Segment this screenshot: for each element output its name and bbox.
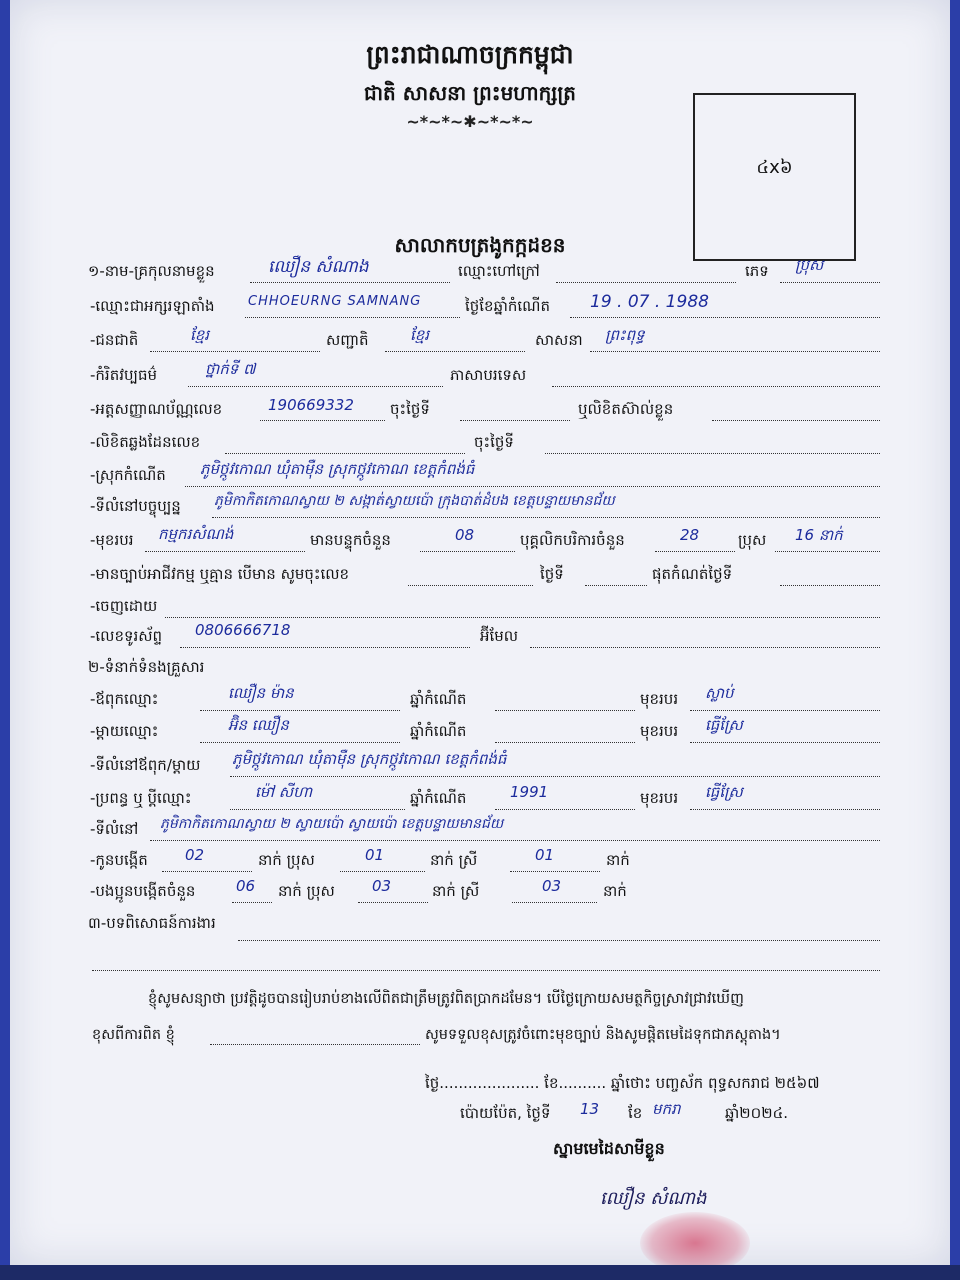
staff-count-value: 28 bbox=[680, 526, 700, 544]
mother-born-label: ឆ្នាំកំណើត bbox=[410, 722, 467, 740]
children-male-value: 01 bbox=[365, 846, 385, 864]
signature-name: ឈឿន សំណាង bbox=[600, 1188, 707, 1209]
id-other-line bbox=[712, 420, 880, 421]
ethnicity-value: ខ្មែរ bbox=[190, 326, 210, 344]
birthplace-line bbox=[185, 486, 880, 487]
mother-job-label: មុខរបរ bbox=[640, 722, 679, 740]
alias-label: ឈ្មោះហៅក្រៅ bbox=[458, 262, 540, 280]
ethnicity-line bbox=[150, 351, 320, 352]
mother-label: -ម្តាយឈ្មោះ bbox=[90, 722, 159, 740]
staff-count-label: បុគ្គលិកបរិការចំនួន bbox=[520, 531, 625, 549]
father-line bbox=[200, 710, 400, 711]
license-date-line bbox=[585, 585, 647, 586]
father-job-label: មុខរបរ bbox=[640, 690, 679, 708]
motto: ជាតិ សាសនា ព្រះមហាក្សត្រ bbox=[364, 81, 576, 105]
children-line bbox=[162, 871, 252, 872]
education-label: -កំរិតវប្បធម៌ bbox=[90, 366, 158, 384]
id-date-line bbox=[460, 420, 570, 421]
passport-date-line bbox=[545, 453, 880, 454]
siblings-unit-male: នាក់ ប្រុស bbox=[278, 882, 335, 900]
father-born-line bbox=[495, 710, 635, 711]
staff-male-label: ប្រុស bbox=[738, 531, 767, 549]
staff-male-line bbox=[775, 551, 880, 552]
parents-address-line bbox=[230, 776, 880, 777]
address-label: -ទីលំនៅបច្ចុប្បន្ន bbox=[90, 497, 181, 515]
passport-line bbox=[225, 453, 465, 454]
issued-by-label: -ចេញដោយ bbox=[90, 597, 158, 615]
education-value: ថ្នាក់ទី ៧ bbox=[205, 360, 256, 378]
siblings-female-value: 03 bbox=[542, 877, 562, 895]
staff-male-value: 16 នាក់ bbox=[795, 526, 843, 544]
bottom-edge bbox=[0, 1265, 960, 1280]
spouse-job-line bbox=[690, 809, 880, 810]
mother-job-value: ធ្វើស្រែ bbox=[705, 716, 743, 734]
photo-size-label: ៤x៦ bbox=[756, 157, 793, 178]
dob-value: 19 . 07 . 1988 bbox=[590, 292, 709, 312]
occupation-line bbox=[145, 551, 305, 552]
license-expiry-line bbox=[780, 585, 880, 586]
declaration-line-1: ខ្ញុំសូមសន្យាថា ប្រវត្តិដូចបានរៀបរាប់ខាងលើពិតជាត្រឹមត្រូវពិតប្រាកដមែន។ បើថ្ងៃក្រោយសមត្ថកិច្ចស្រាវជ្រាវឃើញ bbox=[148, 991, 744, 1007]
email-label: អ៊ីមែល bbox=[480, 627, 519, 645]
spouse-job-value: ធ្វើស្រែ bbox=[705, 783, 743, 801]
phone-value: 0806666718 bbox=[195, 621, 291, 639]
address-line bbox=[212, 517, 880, 518]
birthplace-value: ភូមិថ្កូវកោណ ឃុំតាម៉ឺន ស្រុកថ្កូវកោណ ខេត្តកំពង់ធំ bbox=[200, 460, 475, 478]
name-label: ១-នាម-គ្រកុលនាមខ្លួន bbox=[88, 262, 215, 280]
citizenship-label: សញ្ជាតិ bbox=[326, 331, 369, 349]
work-history-label: ៣-បទពិសោធន៍ការងារ bbox=[88, 914, 216, 932]
sign-month-label: ខែ bbox=[628, 1104, 643, 1122]
email-line bbox=[530, 647, 880, 648]
place-date-prefix: ប៉ោយប៉ែត, ថ្ងៃទី bbox=[460, 1104, 551, 1122]
phone-line bbox=[180, 647, 470, 648]
lunar-date-line: ថ្ងៃ..................... ខែ.......... ឆ្នាំថោះ បញ្ចស័ក ពុទ្ធសករាជ ២៥៦៧ bbox=[425, 1074, 820, 1092]
declaration-line-2-end: សូមទទួលខុសត្រូវចំពោះមុខច្បាប់ និងសូមផ្តិតមេដៃទុកជាភស្តុតាង។ bbox=[425, 1027, 781, 1043]
dependents-value: 08 bbox=[455, 526, 475, 544]
father-job-value: ស្លាប់ bbox=[705, 684, 734, 702]
dependents-line bbox=[420, 551, 515, 552]
citizenship-line bbox=[385, 351, 525, 352]
spouse-line bbox=[230, 809, 405, 810]
father-value: ឈឿន ម៉ាន bbox=[228, 684, 294, 702]
id-date-label: ចុះថ្ងៃទី bbox=[390, 400, 430, 418]
father-label: -ឪពុកឈ្មោះ bbox=[90, 690, 159, 708]
latin-name-label: -ឈ្មោះជាអក្សរឡាតាំង bbox=[90, 297, 215, 315]
thumbprint-label: ស្នាមមេដៃសាមីខ្លួន bbox=[553, 1139, 665, 1158]
father-born-label: ឆ្នាំកំណើត bbox=[410, 690, 467, 708]
license-label: -មានច្បាប់អាជីវកម្ម ឬគ្មាន បើមាន សូមចុះលេខ bbox=[90, 565, 350, 583]
kingdom-title: ព្រះរាជាណាចក្រកម្ពុជា bbox=[366, 40, 574, 69]
siblings-unit-end: នាក់ bbox=[603, 882, 627, 900]
id-card-value: 190669332 bbox=[268, 396, 354, 414]
spouse-address-line bbox=[150, 840, 880, 841]
phone-label: -លេខទូរស័ព្ទ bbox=[90, 627, 163, 645]
birthplace-label: -ស្រុកកំណើត bbox=[90, 466, 166, 484]
mother-job-line bbox=[690, 742, 880, 743]
spouse-job-label: មុខរបរ bbox=[640, 789, 679, 807]
spouse-born-label: ឆ្នាំកំណើត bbox=[410, 789, 467, 807]
spouse-value: ម៉ៅ សីហា bbox=[255, 783, 313, 801]
staff-count-line bbox=[655, 551, 735, 552]
sex-label: ភេទ bbox=[745, 262, 769, 280]
latin-name-line bbox=[245, 317, 460, 318]
religion-line bbox=[590, 351, 880, 352]
religion-value: ព្រះពុទ្ធ bbox=[605, 326, 645, 344]
passport-date-label: ចុះថ្ងៃទី bbox=[474, 433, 514, 451]
spouse-address-value: ភូមិកាកិតកោណស្វាយ ២ ស្វាយប៉ោ ស្វាយប៉ោ ខេត្តបន្ទាយមានជ័យ bbox=[160, 816, 504, 832]
spouse-born-value: 1991 bbox=[510, 783, 549, 801]
name-value: ឈឿន សំណាង bbox=[268, 257, 369, 277]
citizenship-value: ខ្មែរ bbox=[410, 326, 430, 344]
license-date-label: ថ្ងៃទី bbox=[540, 565, 564, 583]
father-job-line bbox=[690, 710, 880, 711]
sex-value: ប្រុស bbox=[795, 256, 824, 274]
sign-day: 13 bbox=[580, 1100, 600, 1118]
children-value: 02 bbox=[185, 846, 205, 864]
license-expiry-label: ផុតកំណត់ថ្ងៃទី bbox=[652, 565, 733, 583]
id-card-line bbox=[260, 420, 385, 421]
mother-value: អ៊ិន ឈឿន bbox=[228, 716, 289, 734]
mother-line bbox=[200, 742, 400, 743]
form-title: សាលាកបត្រងូកក្កដខន bbox=[394, 233, 566, 257]
declaration-name-line bbox=[210, 1044, 420, 1045]
children-unit-male: នាក់ ប្រុស bbox=[258, 851, 315, 869]
ornament-divider: ~*~*~✱~*~*~ bbox=[406, 112, 534, 131]
address-value: ភូមិកាកិតកោណស្វាយ ២ សង្កាត់ស្វាយប៉ោ ក្រុងបាត់ដំបង ខេត្តបន្ទាយមានជ័យ bbox=[214, 493, 615, 509]
parents-address-value: ភូមិថ្កូវកោណ ឃុំតាម៉ឺន ស្រុកថ្កូវកោណ ខេត្តកំពង់ធំ bbox=[232, 750, 507, 768]
dob-line bbox=[570, 317, 880, 318]
declaration-line-2-start: ខុសពីការពិត ខ្ញុំ bbox=[92, 1027, 175, 1043]
mother-born-line bbox=[495, 742, 635, 743]
spouse-label: -ប្រពន្ធ ឬ ប្តីឈ្មោះ bbox=[90, 789, 192, 807]
sign-month: មករា bbox=[652, 1100, 681, 1118]
siblings-unit-female: នាក់ ស្រី bbox=[432, 882, 480, 900]
issued-by-line bbox=[165, 617, 880, 618]
work-history-line-2 bbox=[92, 970, 880, 971]
children-female-value: 01 bbox=[535, 846, 555, 864]
dob-label: ថ្ងៃខែឆ្នាំកំណើត bbox=[465, 297, 550, 315]
id-card-label: -អត្តសញ្ញាណប័ណ្ណលេខ bbox=[90, 400, 223, 418]
ethnicity-label: -ជនជាតិ bbox=[90, 331, 139, 349]
siblings-female-line bbox=[512, 902, 597, 903]
siblings-male-value: 03 bbox=[372, 877, 392, 895]
children-label: -កូនបង្កើត bbox=[90, 851, 148, 869]
children-unit-end: នាក់ bbox=[606, 851, 630, 869]
parents-address-label: -ទីលំនៅឪពុក/ម្តាយ bbox=[90, 756, 201, 774]
passport-label: -លិខិតឆ្លងដែនលេខ bbox=[90, 433, 201, 451]
foreign-language-label: ភាសាបរទេស bbox=[450, 366, 527, 384]
dependents-label: មានបន្ទុកចំនួន bbox=[310, 531, 391, 549]
sex-line bbox=[780, 282, 880, 283]
siblings-value: 06 bbox=[236, 877, 256, 895]
education-line bbox=[188, 386, 443, 387]
children-male-line bbox=[340, 871, 425, 872]
family-section-title: ២-ទំនាក់ទំនងគ្រួសារ bbox=[88, 658, 205, 676]
latin-name-value: CHHOEURNG SAMNANG bbox=[248, 294, 422, 309]
children-unit-female: នាក់ ស្រី bbox=[430, 851, 478, 869]
id-other-label: ឬលិខិតស៊ាល់ខ្លួន bbox=[578, 400, 674, 418]
sign-year: ឆ្នាំ២០២៤. bbox=[725, 1104, 788, 1122]
spouse-born-line bbox=[495, 809, 635, 810]
alias-line bbox=[556, 282, 736, 283]
occupation-label: -មុខរបរ bbox=[90, 531, 134, 549]
children-female-line bbox=[510, 871, 600, 872]
occupation-value: កម្មករសំណង់ bbox=[158, 525, 234, 543]
work-history-line bbox=[238, 940, 880, 941]
license-line bbox=[408, 585, 533, 586]
foreign-language-line bbox=[552, 386, 880, 387]
religion-label: សាសនា bbox=[535, 331, 583, 349]
siblings-label: -បងប្អូនបង្កើតចំនួន bbox=[90, 882, 196, 900]
siblings-line bbox=[232, 902, 272, 903]
name-line bbox=[250, 282, 450, 283]
spouse-address-label: -ទីលំនៅ bbox=[90, 820, 139, 838]
siblings-male-line bbox=[358, 902, 428, 903]
